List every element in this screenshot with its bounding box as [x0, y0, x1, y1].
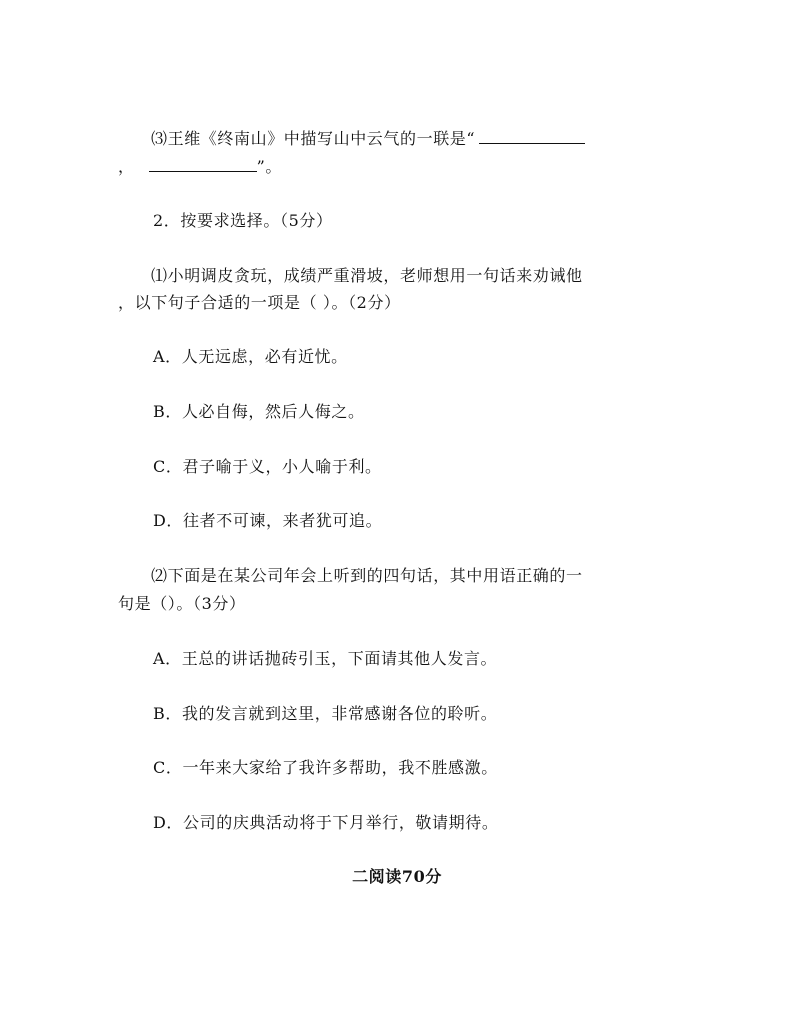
question-2-2-option-b: B．我的发言就到这里，非常感谢各位的聆听。: [153, 704, 498, 723]
question-2-1-option-c: C．君子喻于义，小人喻于利。: [153, 457, 382, 476]
question-2-2-line1: ⑵下面是在某公司年会上听到的四句话，其中用语正确的一: [151, 566, 583, 585]
question-2-1-line2: ，以下句子合适的一项是（ ）。（2分）: [118, 293, 401, 312]
question-1-3-text: ⑶王维《终南山》中描写山中云气的一联是“: [151, 129, 476, 148]
question-2-1-option-b: B．人必自侮，然后人侮之。: [153, 402, 365, 421]
question-2-2-option-c: C．一年来大家给了我许多帮助，我不胜感激。: [153, 758, 498, 777]
answer-blank-2[interactable]: [149, 156, 257, 172]
question-2-1-option-a: A．人无远虑，必有近忧。: [153, 347, 348, 366]
question-1-3-close: ”。: [256, 157, 282, 176]
question-2-1-line1: ⑴小明调皮贪玩，成绩严重滑坡，老师想用一句话来劝诫他: [151, 266, 583, 285]
question-2-2-line2: 句是（）。（3分）: [118, 594, 246, 613]
answer-blank-1[interactable]: [479, 128, 585, 144]
section-2-heading: 二阅读70分: [352, 867, 442, 886]
question-1-3-line1: [151, 128, 585, 150]
question-2-title: 2．按要求选择。（5分）: [153, 211, 333, 230]
question-2-2-option-a: A．王总的讲话抛砖引玉，下面请其他人发言。: [153, 649, 498, 668]
question-2-2-option-d: D．公司的庆典活动将于下月举行，敬请期待。: [153, 813, 499, 832]
question-1-3-line2: [118, 156, 282, 178]
question-2-1-option-d: D．往者不可谏，来者犹可追。: [153, 511, 383, 530]
question-1-3-comma: ，: [118, 157, 135, 176]
